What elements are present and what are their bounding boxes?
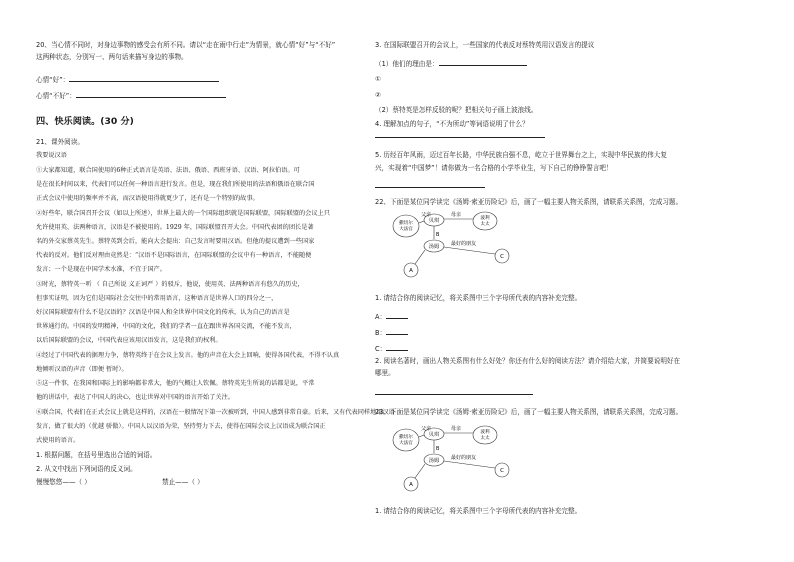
- judge-label-2: 大法官: [399, 441, 413, 446]
- passage-line: 世界通行的。中国的发明精神，中国的文化，我们的学者一直在跟世界各国交流，不能不发言，: [36, 323, 296, 330]
- q20-good-answer-line[interactable]: [69, 74, 219, 82]
- antonym-2[interactable]: 禁止——（ ）: [162, 478, 204, 486]
- polly-ellipse: [473, 212, 497, 230]
- sub-question-1: 1. 根据问题，在括号里选出合适的词语。: [36, 451, 157, 459]
- passage-line: 是在很长时间以来，代表们可以任何一种语言进行发言。但是，现在我们所使用的法语和俄语在联合国: [36, 181, 315, 188]
- passage-line: 名的外交家蔡英先生。蔡特英到会后，能向大会提出：自己发言时要用汉语。但他的提议遭到一些国家: [36, 238, 315, 245]
- q22-b-label: B：: [375, 329, 387, 337]
- q5-line2: 兴，实现着“中国梦”！请你做为一名合格的小学毕业生，写下自己的铮铮誓言吧！: [375, 164, 613, 172]
- polly-label-2: 太太: [480, 222, 490, 227]
- passage-line: 代表的反对。他们反对理由竟然是：“汉语不是国际语言，在国际联盟的会议中有一种语言，不能随便: [36, 252, 312, 259]
- q22-b-answer[interactable]: [386, 327, 408, 335]
- judge-ellipse: [393, 215, 419, 237]
- tom-label: 汤姆: [428, 244, 440, 250]
- relationship-diagram-svg-2: [375, 422, 535, 500]
- passage-line: ②好些年，联合国召开会议（如以上所述），世界上最大的一个国际组织就是国际联盟，国际联盟的会议上只: [36, 210, 330, 217]
- becky-label: 贝琪: [428, 432, 440, 438]
- q3-sub1-label: （1）他们的理由是：: [375, 60, 439, 68]
- q22-text: 22、下面是某位同学读完《汤姆·索亚历险记》后，画了一幅主要人物关系图，请联系关系图，完成习题。: [375, 198, 683, 206]
- judge-label-2: 大法官: [399, 227, 413, 232]
- q20-line1: 20、当心情不同时，对身边事物的感受会有所不同。请以“走在雨中行走”为情景，就心情“好”与“不好”: [36, 41, 336, 49]
- passage-line: 允许使用英、法两种语言，汉语是不被使用的。1929 年，国际联盟召开大会。中国代表团的团长是著: [36, 224, 314, 231]
- q22-c: [375, 343, 408, 355]
- polly-label: 波利: [480, 216, 490, 221]
- q4-answer-line[interactable]: [375, 137, 545, 138]
- q22-sub1: 1. 请结合你的阅读记忆，将关系图中三个字母所代表的内容补充完整。: [375, 294, 582, 302]
- antonym-1[interactable]: 慢慢悠悠——（ ）: [36, 478, 91, 486]
- polly-label: 波利: [480, 430, 490, 435]
- passage-line: 他的讲话中，表达了中国人的决心，也让世界对中国的语言开始了关注。: [36, 394, 234, 401]
- label-c: C: [500, 254, 504, 260]
- q22-sub2-line2: 哪里。: [375, 369, 395, 377]
- q22-c-label: C：: [375, 345, 387, 353]
- relationship-diagram-2: [375, 422, 535, 500]
- q3-point1: ①: [375, 75, 381, 83]
- polly-ellipse: [473, 426, 497, 444]
- q5-answer-line[interactable]: [375, 187, 485, 188]
- passage-line: 但事实证明，因为它们是国际社会交往中的常用语言，这种语言是世界人口的四分之一，: [36, 295, 278, 302]
- rel-friend: 最好的朋友: [451, 455, 477, 461]
- passage-line: ①大家都知道，联合国使用的6种正式语言是英语、法语、俄语、西班牙语、汉语、阿拉伯语。可: [36, 167, 300, 174]
- q3-sub1: [375, 58, 527, 70]
- label-a: A: [409, 482, 413, 488]
- q3-point2: ②: [375, 91, 381, 99]
- judge-label: 撒切尔: [399, 221, 413, 226]
- q20-bad-line: [36, 90, 226, 102]
- q20-bad-label: 心情“不好”：: [36, 92, 76, 100]
- rel-father: 父亲: [421, 212, 432, 218]
- q23-text: 23、下面是某位同学读完《汤姆·索亚历险记》后，画了一幅主要人物关系图，请联系关系图，完成习题。: [375, 408, 683, 416]
- judge-ellipse: [393, 429, 419, 451]
- rel-father: 父亲: [421, 426, 432, 432]
- q3-sub1-answer-line[interactable]: [439, 58, 527, 66]
- section-four-heading: 四、快乐阅读。(30 分): [36, 116, 134, 127]
- becky-label: 贝琪: [428, 218, 440, 224]
- passage-line: ⑥联合国，代表们在正式会议上就是这样的，汉语在一般情况下第一次被听到，中国人感到非常自豪。后来，又有代表同样地用汉语: [36, 409, 395, 416]
- q4-text: 4. 理解加点的句子，“不为所动”等词语说明了什么？: [375, 120, 529, 128]
- q3-sub2: （2）蔡特英是怎样反驳的呢？把相关句子画上波浪线。: [375, 106, 538, 114]
- passage-line: 以后国际联盟的会议，中国代表应该用汉语发言，这是我们的权利。: [36, 337, 222, 344]
- passage-line: 好汉国际联盟有什么不是汉语的？汉语是中国人和全世界中国文化的传承，认为自己的语言是: [36, 309, 290, 316]
- passage-line: 发言；一个是现在中国学术水准，不宜于国产。: [36, 266, 166, 273]
- passage-line: ③时光，蔡特英一听 （ 自己所说 义正词严 ）的驳斥，他说，使用英、法两种语言有悠久的历史，: [36, 281, 304, 288]
- passage-line: 式使用的语言。: [36, 437, 80, 444]
- q22-sub2-answer-line[interactable]: [375, 394, 533, 395]
- rel-mother: 母亲: [451, 426, 462, 432]
- label-c: C: [500, 468, 504, 474]
- q20-bad-answer-line[interactable]: [76, 90, 226, 98]
- q5-line1: 5. 历经百年风雨，迈过百年长路，中华民族自强不息，屹立于世界舞台之上，实现中华民族的伟大复: [375, 151, 667, 159]
- q22-a-label: A：: [375, 313, 387, 321]
- rel-mother: 母亲: [451, 212, 462, 218]
- q20-good-line: [36, 74, 219, 86]
- q22-sub2-line1: 2. 阅读名著时，画出人物关系图有什么好处？你还有什么好的阅读方法？请介绍给大家，并简要说明好在: [375, 357, 681, 365]
- passage-title: 我要说汉语: [36, 152, 67, 159]
- q3-text: 3. 在国际联盟召开的会议上，一些国家的代表反对蔡特英用汉语发言的提议: [375, 41, 595, 49]
- passage-line: 发言，做了很大的（优越 骄傲）。中国人以汉语为荣，坚持努力下去，使得在国际会议上汉语成为联合国正: [36, 423, 326, 430]
- rel-friend: 最好的朋友: [451, 241, 477, 247]
- judge-label: 撒切尔: [399, 435, 413, 440]
- passage-line: 地倾听汉语的声音（即便 暂时）。: [36, 366, 128, 373]
- passage-line: ④经过了中国代表的据理力争，蔡特英终于在会议上发言。他的声音在大会上回响，使得各国代表，不得不认真: [36, 352, 340, 359]
- q22-c-answer[interactable]: [386, 343, 408, 351]
- label-a: A: [409, 268, 413, 274]
- polly-label-2: 太太: [480, 436, 490, 441]
- q21-label: 21、课外阅读。: [36, 138, 84, 146]
- passage-line: 正式会议中使用的频率并不高，而汉语使用得就更少了，还有是一个特别的故事。: [36, 195, 259, 202]
- sub-question-2: 2. 从文中找出下列词语的反义词。: [36, 465, 137, 473]
- q20-good-label: 心情“好”：: [36, 76, 70, 84]
- passage-line: ⑤这一件事，在我国和国际上的影响都非常大，他的气概让人钦佩。蔡特英先生所说的话都是说，平常: [36, 380, 315, 387]
- relationship-diagram-1: [375, 208, 535, 286]
- q23-sub1: 1. 请结合你的阅读记忆，将关系图中三个字母所代表的内容补充完整。: [375, 507, 582, 515]
- relationship-diagram-svg: [375, 208, 535, 286]
- q22-a: [375, 311, 408, 323]
- label-b: B: [436, 232, 440, 238]
- tom-label: 汤姆: [428, 458, 440, 464]
- q20-line2: 这两种状态，分别写一、两句话来描写身边的事物。: [36, 53, 188, 61]
- q22-a-answer[interactable]: [386, 311, 408, 319]
- label-b: B: [436, 446, 440, 452]
- q22-b: [375, 327, 408, 339]
